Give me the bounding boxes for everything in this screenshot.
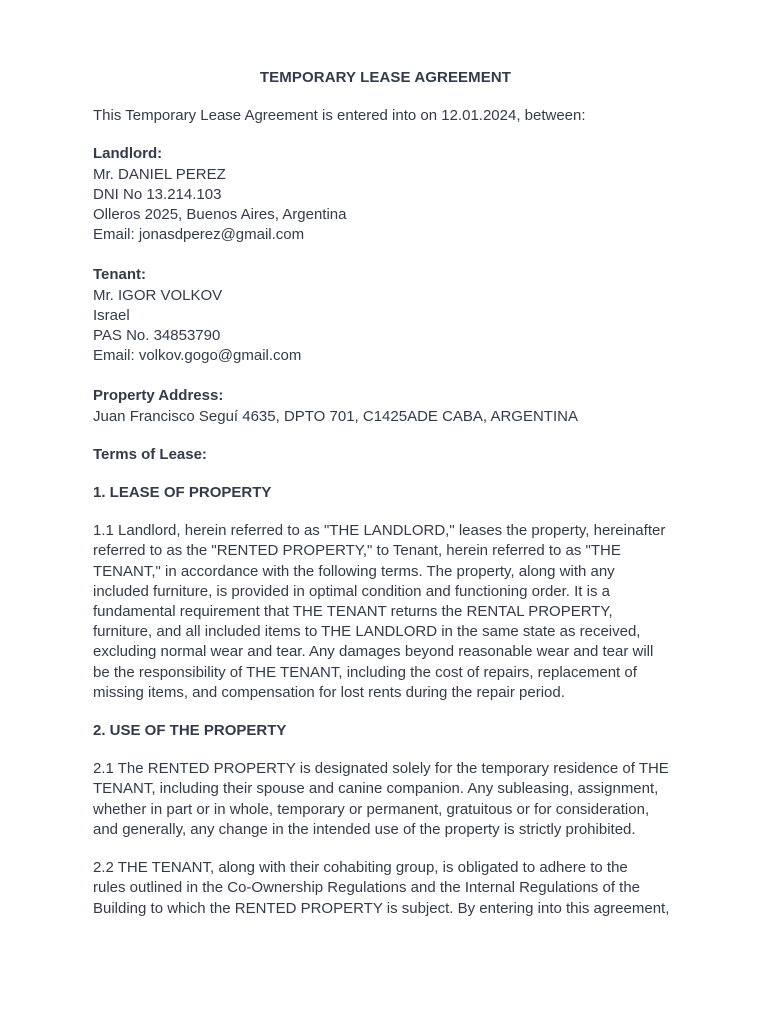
tenant-label: Tenant: — [93, 266, 147, 284]
clause-line: and generally, any change in the intended use of the property is strictly prohibited. — [93, 820, 636, 838]
clause-line: be the responsibility of THE TENANT, including the cost of repairs, replacement of — [93, 663, 637, 681]
landlord-email: Email: jonasdperez@gmail.com — [93, 226, 305, 244]
property-label: Property Address: — [93, 387, 224, 405]
clause-line: 1.1 Landlord, herein referred to as "THE LANDLORD," leases the property, hereinafter — [93, 522, 666, 540]
clause-line: 2.2 THE TENANT, along with their cohabiting group, is obligated to adhere to the — [93, 859, 628, 877]
clause-line: Building to which the RENTED PROPERTY is subject. By entering into this agreement, — [93, 899, 670, 917]
clause-line: rules outlined in the Co-Ownership Regulations and the Internal Regulations of the — [93, 879, 641, 897]
tenant-name: Mr. IGOR VOLKOV — [93, 286, 223, 304]
clause-line: excluding normal wear and tear. Any damages beyond reasonable wear and tear will — [93, 643, 654, 661]
tenant-passport: PAS No. 34853790 — [93, 327, 221, 345]
tenant-country: Israel — [93, 306, 130, 324]
clause-line: whether in part or in whole, temporary or permanent, gratuitous or for consideration, — [93, 800, 650, 818]
property-address: Juan Francisco Seguí 4635, DPTO 701, C1425ADE CABA, ARGENTINA — [93, 407, 578, 425]
tenant-block — [93, 265, 678, 366]
terms-label: Terms of Lease: — [93, 445, 207, 463]
document-page — [93, 68, 678, 937]
clause-2-1 — [93, 759, 678, 840]
tenant-email: Email: volkov.gogo@gmail.com — [93, 347, 302, 365]
section-2-heading: 2. USE OF THE PROPERTY — [93, 722, 287, 740]
clause-line: fundamental requirement that THE TENANT returns the RENTAL PROPERTY, — [93, 603, 613, 621]
landlord-address: Olleros 2025, Buenos Aires, Argentina — [93, 206, 347, 224]
landlord-label: Landlord: — [93, 145, 163, 163]
landlord-block — [93, 144, 678, 245]
clause-line: TENANT," in accordance with the following terms. The property, along with any — [93, 562, 615, 580]
clause-2-2 — [93, 858, 678, 919]
document-title: TEMPORARY LEASE AGREEMENT — [259, 69, 512, 86]
landlord-id: DNI No 13.214.103 — [93, 185, 222, 203]
landlord-name: Mr. DANIEL PEREZ — [93, 165, 226, 183]
clause-1-1 — [93, 521, 678, 703]
clause-line: furniture, and all included items to THE LANDLORD in the same state as received, — [93, 623, 641, 641]
clause-line: 2.1 The RENTED PROPERTY is designated solely for the temporary residence of THE — [93, 760, 669, 778]
clause-line: included furniture, is provided in optimal condition and functioning order. It is a — [93, 582, 610, 600]
intro-paragraph: This Temporary Lease Agreement is entered into on 12.01.2024, between: — [93, 107, 586, 125]
clause-line: missing items, and compensation for lost rents during the repair period. — [93, 683, 565, 701]
property-block — [93, 386, 678, 426]
clause-line: TENANT, including their spouse and canine companion. Any subleasing, assignment, — [93, 780, 659, 798]
clause-line: referred to as the "RENTED PROPERTY," to Tenant, herein referred to as "THE — [93, 542, 621, 560]
section-1-heading: 1. LEASE OF PROPERTY — [93, 484, 272, 502]
